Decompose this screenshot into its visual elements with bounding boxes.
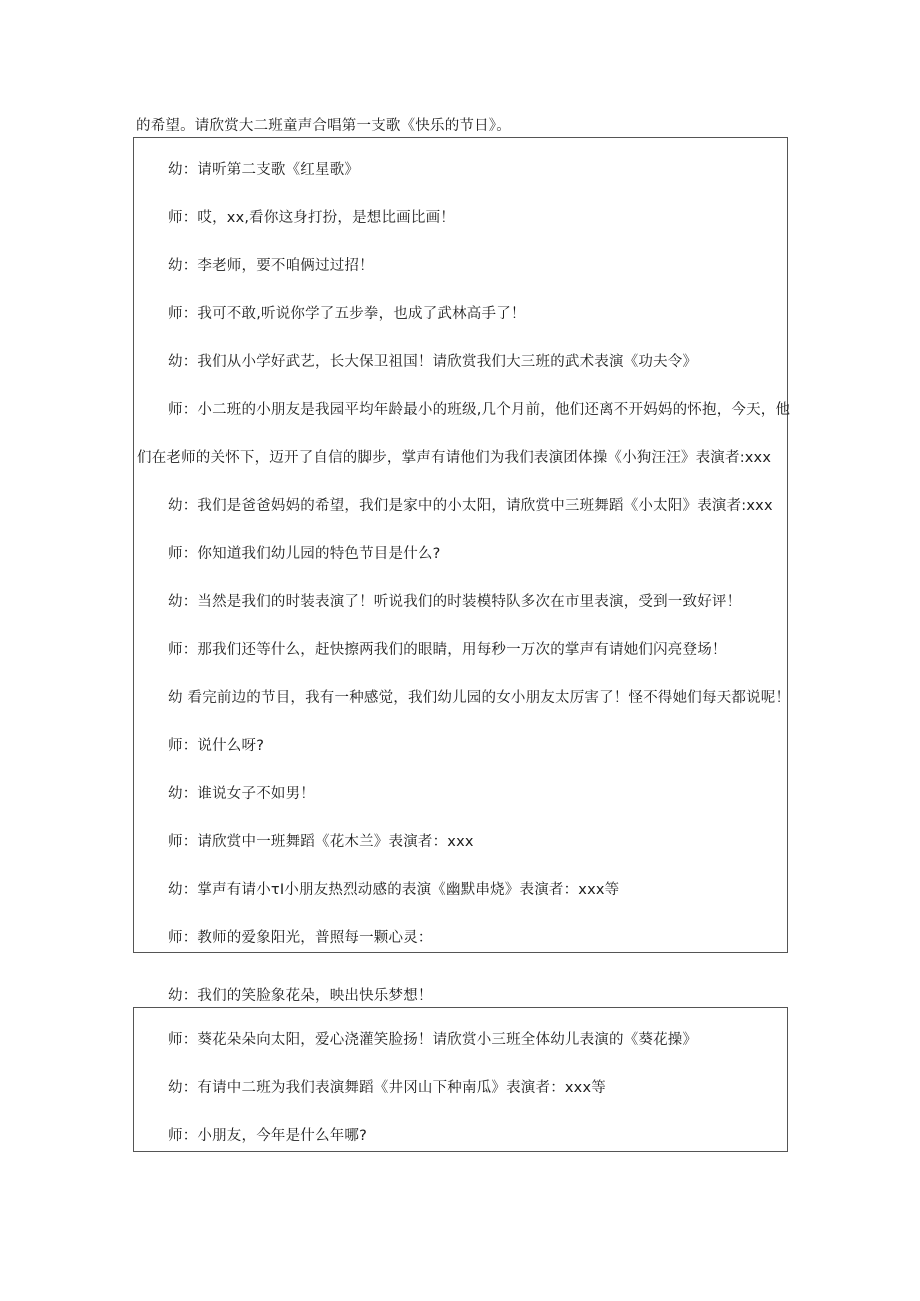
dialogue-line: 师：你知道我们幼儿园的特色节目是什么? bbox=[168, 546, 441, 562]
dialogue-line: 幼 看完前边的节目，我有一种感觉，我们幼儿园的女小朋友太厉害了！怪不得她们每天都说呢！ bbox=[168, 690, 791, 706]
dialogue-line: 师：小二班的小朋友是我园平均年龄最小的班级,几个月前，他们还离不开妈妈的怀抱，今天，他 bbox=[168, 402, 791, 418]
intro-line: 的希望。请欣赏大二班童声合唱第一支歌《快乐的节日》。 bbox=[136, 118, 511, 134]
dialogue-line: 师：哎，xx,看你这身打扮，是想比画比画！ bbox=[168, 210, 455, 226]
dialogue-line: 师：请欣赏中一班舞蹈《花木兰》表演者：xxx bbox=[168, 834, 474, 850]
dialogue-line: 师：教师的爱象阳光，普照每一颗心灵： bbox=[168, 930, 433, 946]
dialogue-line: 师：葵花朵朵向太阳，爱心浇灌笑脸扬！请欣赏小三班全体幼儿表演的《葵花操》 bbox=[168, 1032, 698, 1048]
dialogue-line: 幼：李老师，要不咱俩过过招！ bbox=[168, 258, 374, 274]
dialogue-line: 幼：掌声有请小τI小朋友热烈动感的表演《幽默串烧》表演者：xxx等 bbox=[168, 882, 620, 898]
dialogue-line: 幼：当然是我们的时装表演了！听说我们的时装模特队多次在市里表演，受到一致好评！ bbox=[168, 594, 742, 610]
dialogue-line: 师：那我们还等什么，赶快擦两我们的眼睛，用每秒一万次的掌声有请她们闪亮登场！ bbox=[168, 642, 727, 658]
dialogue-line: 师：我可不敢,听说你学了五步拳，也成了武林高手了！ bbox=[168, 306, 526, 322]
dialogue-line: 幼：谁说女子不如男！ bbox=[168, 786, 315, 802]
dialogue-line: 师：说什么呀? bbox=[168, 738, 265, 754]
dialogue-line-continuation: 们在老师的关怀下，迈开了自信的脚步，掌声有请他们为我们表演团体操《小狗汪汪》表演者:xxx bbox=[137, 450, 772, 466]
dialogue-line: 幼：我们从小学好武艺，长大保卫祖国！请欣赏我们大三班的武术表演《功夫令》 bbox=[168, 354, 698, 370]
dialogue-line: 师：小朋友，今年是什么年哪? bbox=[168, 1128, 367, 1144]
dialogue-line: 幼：有请中二班为我们表演舞蹈《井冈山下种南瓜》表演者：xxx等 bbox=[168, 1080, 606, 1096]
between-line: 幼：我们的笑脸象花朵，映出快乐梦想！ bbox=[168, 988, 433, 1004]
dialogue-line: 幼：请听第二支歌《红星歌》 bbox=[168, 162, 360, 178]
dialogue-line: 幼：我们是爸爸妈妈的希望，我们是家中的小太阳，请欣赏中三班舞蹈《小太阳》表演者:xxx bbox=[168, 498, 773, 514]
